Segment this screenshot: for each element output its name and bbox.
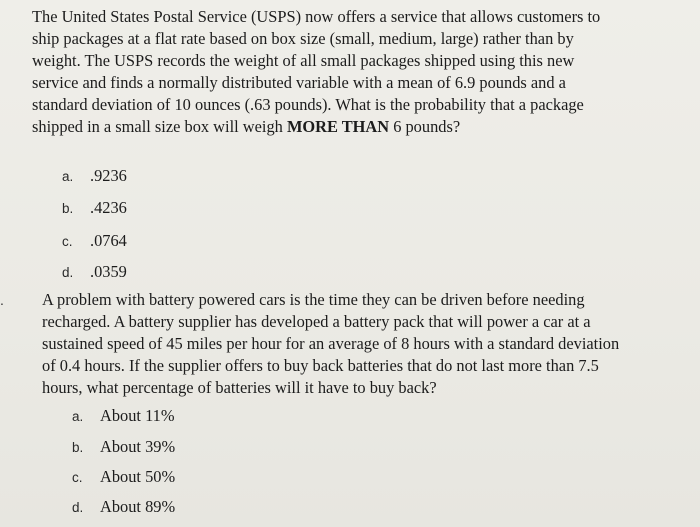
option-letter: b. [72, 440, 84, 455]
question-1-suffix: 6 pounds? [389, 117, 461, 136]
option-2b[interactable] [72, 437, 175, 457]
question-1-line: ship packages at a flat rate based on box size (small, medium, large) rather than by [32, 29, 574, 48]
option-1c[interactable] [62, 231, 127, 251]
question-2-line: of 0.4 hours. If the supplier offers to buy back batteries that do not last more than 7.5 [42, 356, 599, 375]
option-value: .0359 [90, 262, 127, 281]
question-1-line-last [32, 116, 696, 138]
option-1b[interactable] [62, 198, 127, 218]
option-letter: c. [62, 234, 73, 249]
option-1d[interactable] [62, 262, 127, 282]
question-1-line: standard deviation of 10 ounces (.63 pounds). What is the probability that a package [32, 95, 584, 114]
question-2-line: recharged. A battery supplier has developed a battery pack that will power a car at a [42, 312, 591, 331]
option-letter: a. [72, 409, 84, 424]
option-2c[interactable] [72, 467, 175, 487]
option-letter: b. [62, 201, 74, 216]
option-letter: a. [62, 169, 74, 184]
option-value: About 89% [100, 497, 176, 516]
option-value: .9236 [90, 166, 127, 185]
question-1-line: weight. The USPS records the weight of all small packages shipped using this new [32, 51, 575, 70]
option-value: .0764 [90, 231, 127, 250]
question-1-text [32, 6, 696, 138]
question-2-line: hours, what percentage of batteries will it have to buy back? [42, 378, 437, 397]
option-2d[interactable] [72, 497, 175, 517]
question-2-line: A problem with battery powered cars is the time they can be driven before needing [42, 290, 585, 309]
option-value: About 11% [100, 406, 175, 425]
question-1-emphasis: MORE THAN [286, 117, 390, 136]
question-2-text [42, 289, 698, 399]
question-1-line: The United States Postal Service (USPS) now offers a service that allows customers to [32, 7, 601, 26]
option-letter: d. [72, 500, 84, 515]
option-letter: d. [62, 265, 74, 280]
option-value: About 39% [100, 437, 176, 456]
option-value: About 50% [100, 467, 176, 486]
question-number-mark: . [0, 292, 4, 308]
question-1-line: service and finds a normally distributed variable with a mean of 6.9 pounds and a [32, 73, 566, 92]
option-1a[interactable] [62, 166, 127, 186]
question-1-prefix: shipped in a small size box will weigh [32, 117, 287, 136]
option-value: .4236 [90, 198, 127, 217]
option-2a[interactable] [72, 406, 175, 426]
option-letter: c. [72, 470, 83, 485]
question-2-line: sustained speed of 45 miles per hour for an average of 8 hours with a standard deviation [42, 334, 620, 353]
